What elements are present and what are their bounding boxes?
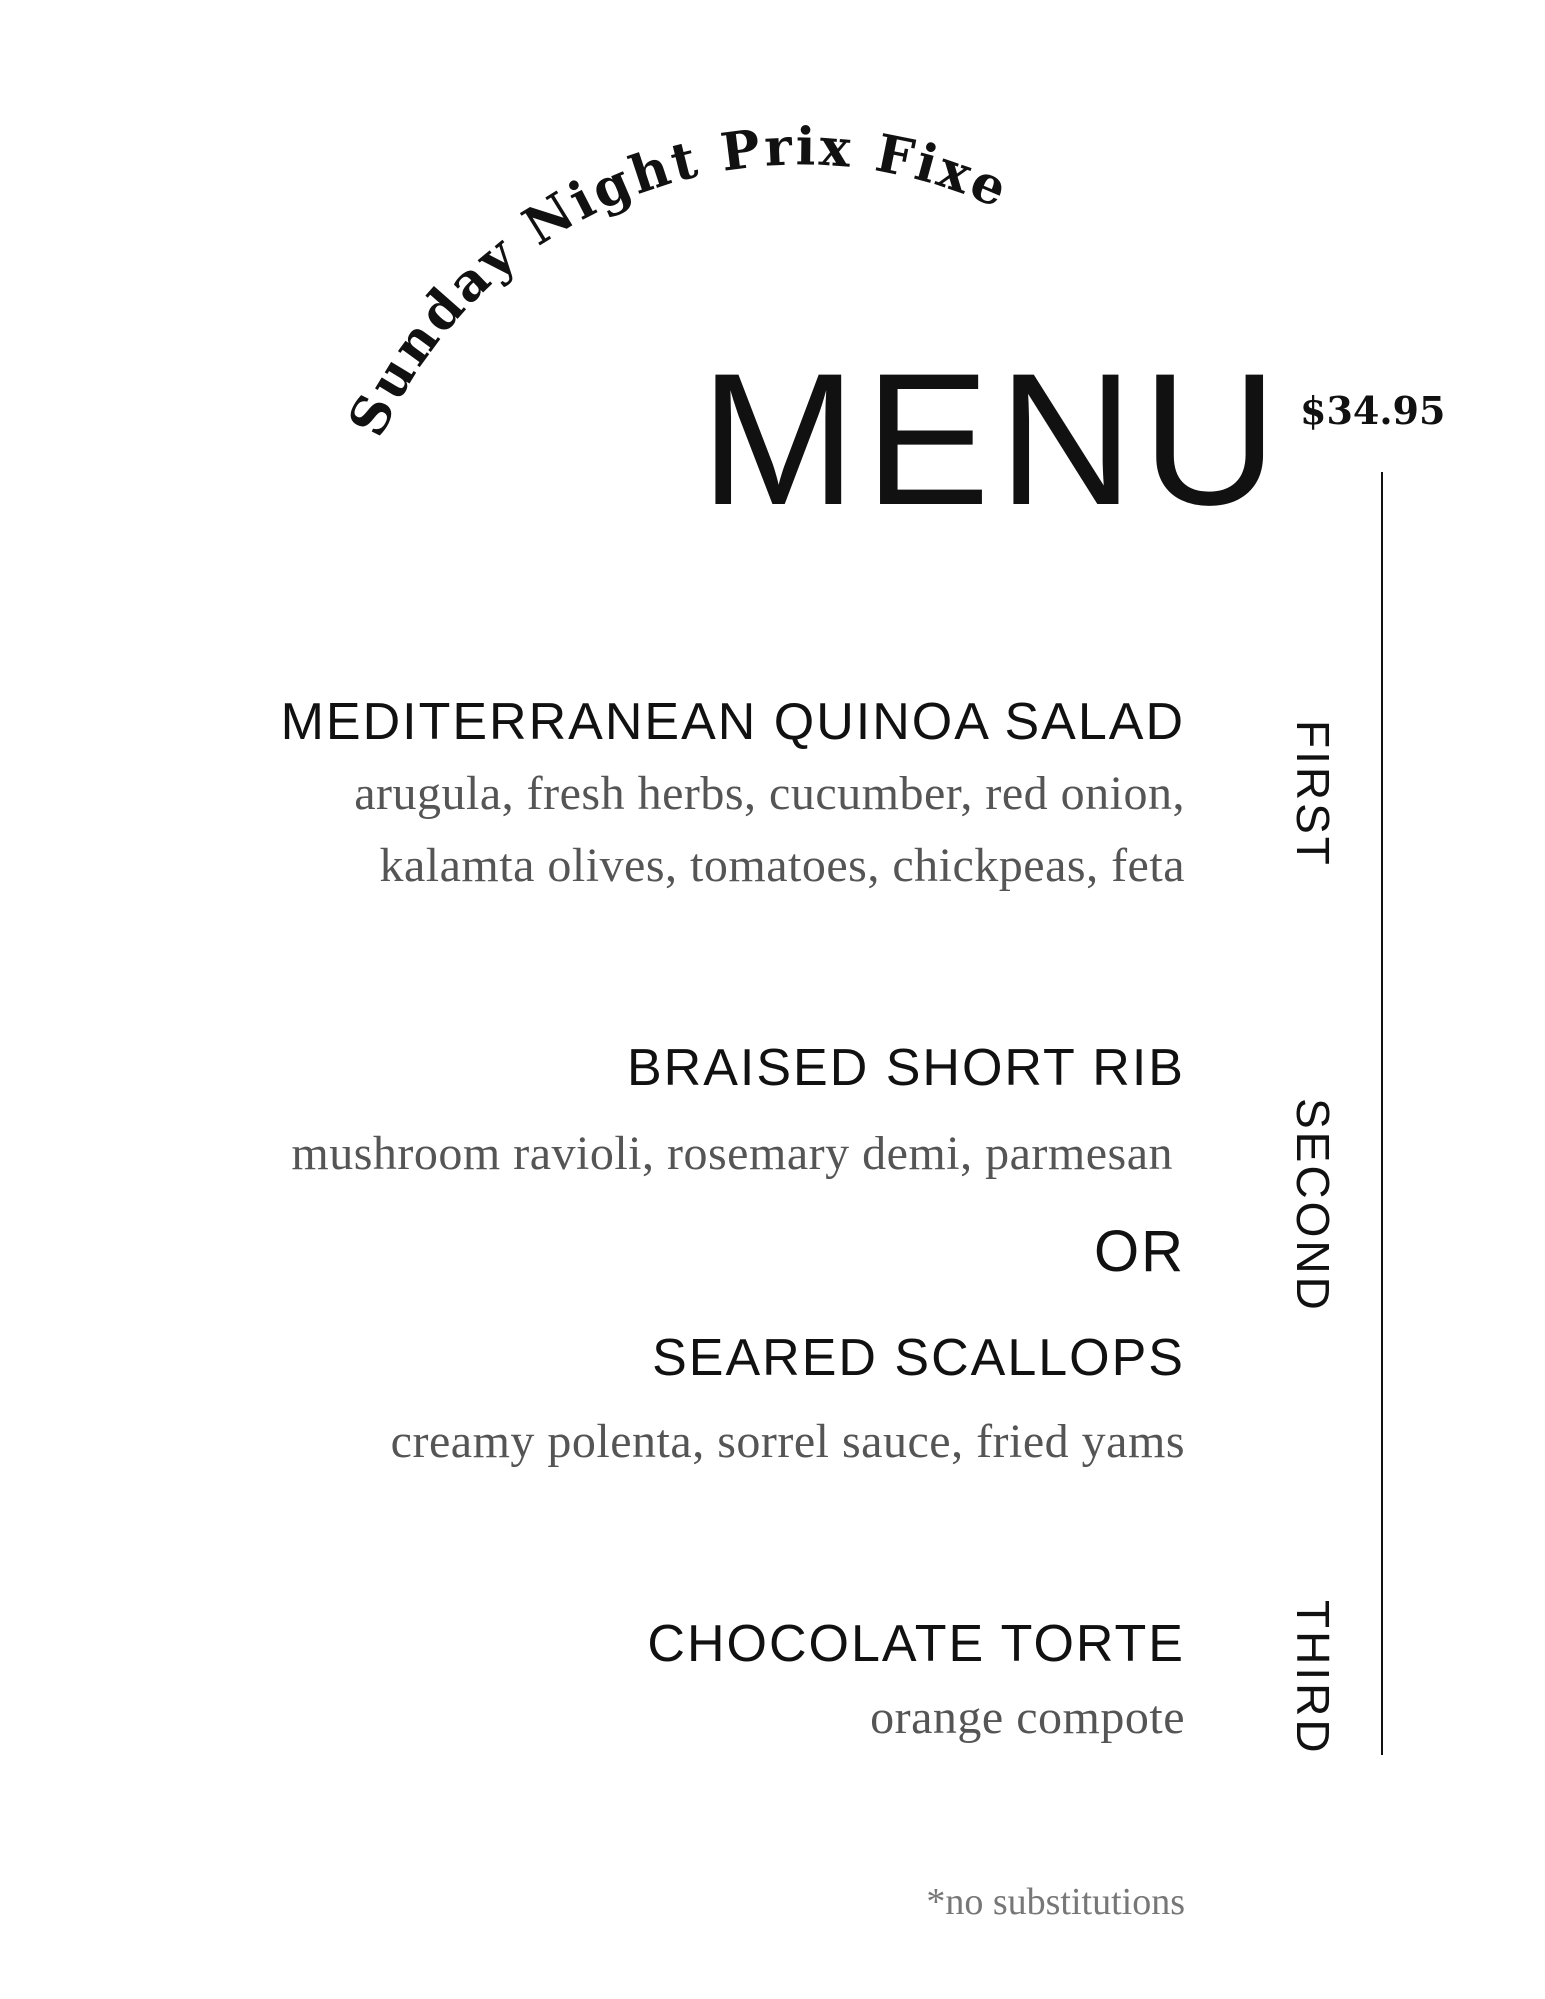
menu-item-short-rib-description	[291, 1118, 1173, 1190]
or-separator: OR	[1094, 1219, 1185, 1284]
dish-name: SEARED SCALLOPS	[652, 1329, 1185, 1387]
dish-description-line: orange compote	[870, 1691, 1185, 1744]
menu-item-chocolate-torte-description	[870, 1682, 1185, 1754]
course-label-third: THIRD	[1287, 1600, 1339, 1756]
course-label-first: FIRST	[1287, 720, 1339, 868]
menu-item-quinoa-salad	[281, 686, 1185, 902]
menu-item-chocolate-torte-title	[647, 1608, 1185, 1680]
dish-description-line: mushroom ravioli, rosemary demi, parmesan	[291, 1127, 1173, 1180]
menu-item-scallops-description	[391, 1406, 1185, 1478]
footer-note: *no substitutions	[926, 1881, 1185, 1923]
course-label-second: SECOND	[1287, 1098, 1339, 1313]
dish-name: BRAISED SHORT RIB	[627, 1039, 1185, 1097]
menu-item-short-rib-title	[627, 1032, 1185, 1104]
dish-name: CHOCOLATE TORTE	[647, 1615, 1185, 1673]
course-separator	[1094, 1216, 1185, 1288]
price-label: $34.95	[1300, 388, 1446, 433]
menu-item-scallops-title	[652, 1322, 1185, 1394]
dish-description-line: creamy polenta, sorrel sauce, fried yams	[390, 1415, 1185, 1468]
dish-name: MEDITERRANEAN QUINOA SALAD	[280, 693, 1185, 751]
dish-description-line: kalamta olives, tomatoes, chickpeas, feta	[379, 839, 1185, 892]
dish-description-line: arugula, fresh herbs, cucumber, red onion,	[354, 767, 1185, 820]
page-title: MENU	[700, 334, 1286, 544]
course-divider-line	[1381, 472, 1383, 1755]
subtitle-textpath: Sunday Night Prix Fixe	[336, 116, 1019, 446]
